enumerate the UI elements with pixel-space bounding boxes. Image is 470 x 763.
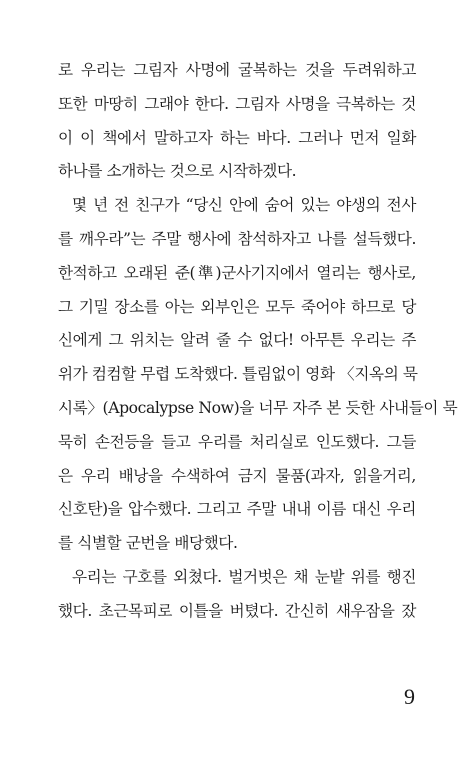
text-line: 로 우리는 그림자 사명에 굴복하는 것을 두려워하고 [58, 61, 416, 79]
text-line: 묵히 손전등을 들고 우리를 처리실로 인도했다. 그들 [58, 432, 416, 451]
text-line: 이 이 책에서 말하고자 하는 바다. 그러나 먼저 일화 [58, 128, 416, 147]
text-line: 그 기밀 장소를 아는 외부인은 모두 죽어야 하므로 당 [58, 297, 416, 316]
page-number: 9 [404, 684, 415, 709]
text-line: 몇 년 전 친구가 “당신 안에 숨어 있는 야생의 전사 [72, 196, 416, 215]
text-line: 위가 컴컴할 무렵 도착했다. 틀림없이 영화 〈지옥의 묵 [58, 365, 418, 384]
text-line: 했다. 초근목피로 이틀을 버텼다. 간신히 새우잠을 잤 [58, 601, 416, 620]
body-text [58, 54, 458, 629]
text-line: 하나를 소개하는 것으로 시작하겠다. [58, 162, 297, 181]
text-line: 한적하고 오래된 준(準)군사기지에서 열리는 행사로, [58, 263, 416, 282]
text-line: 신호탄)을 압수했다. 그리고 주말 내내 이름 대신 우리 [58, 500, 416, 519]
text-line: 은 우리 배낭을 수색하여 금지 물품(과자, 읽을거리, [58, 466, 416, 485]
text-line: 시록〉(Apocalypse Now)을 너무 자주 본 듯한 사내들이 묵 [58, 398, 458, 417]
text-line: 또한 마땅히 그래야 한다. 그림자 사명을 극복하는 것 [58, 94, 416, 113]
text-line: 를 깨우라”는 주말 행사에 참석하자고 나를 설득했다. [58, 229, 416, 248]
text-line: 신에게 그 위치는 알려 줄 수 없다! 아무튼 우리는 주 [58, 331, 416, 350]
text-line: 를 식별할 군번을 배당했다. [58, 534, 238, 553]
text-line: 우리는 구호를 외쳤다. 벌거벗은 채 눈밭 위를 행진 [72, 567, 416, 586]
